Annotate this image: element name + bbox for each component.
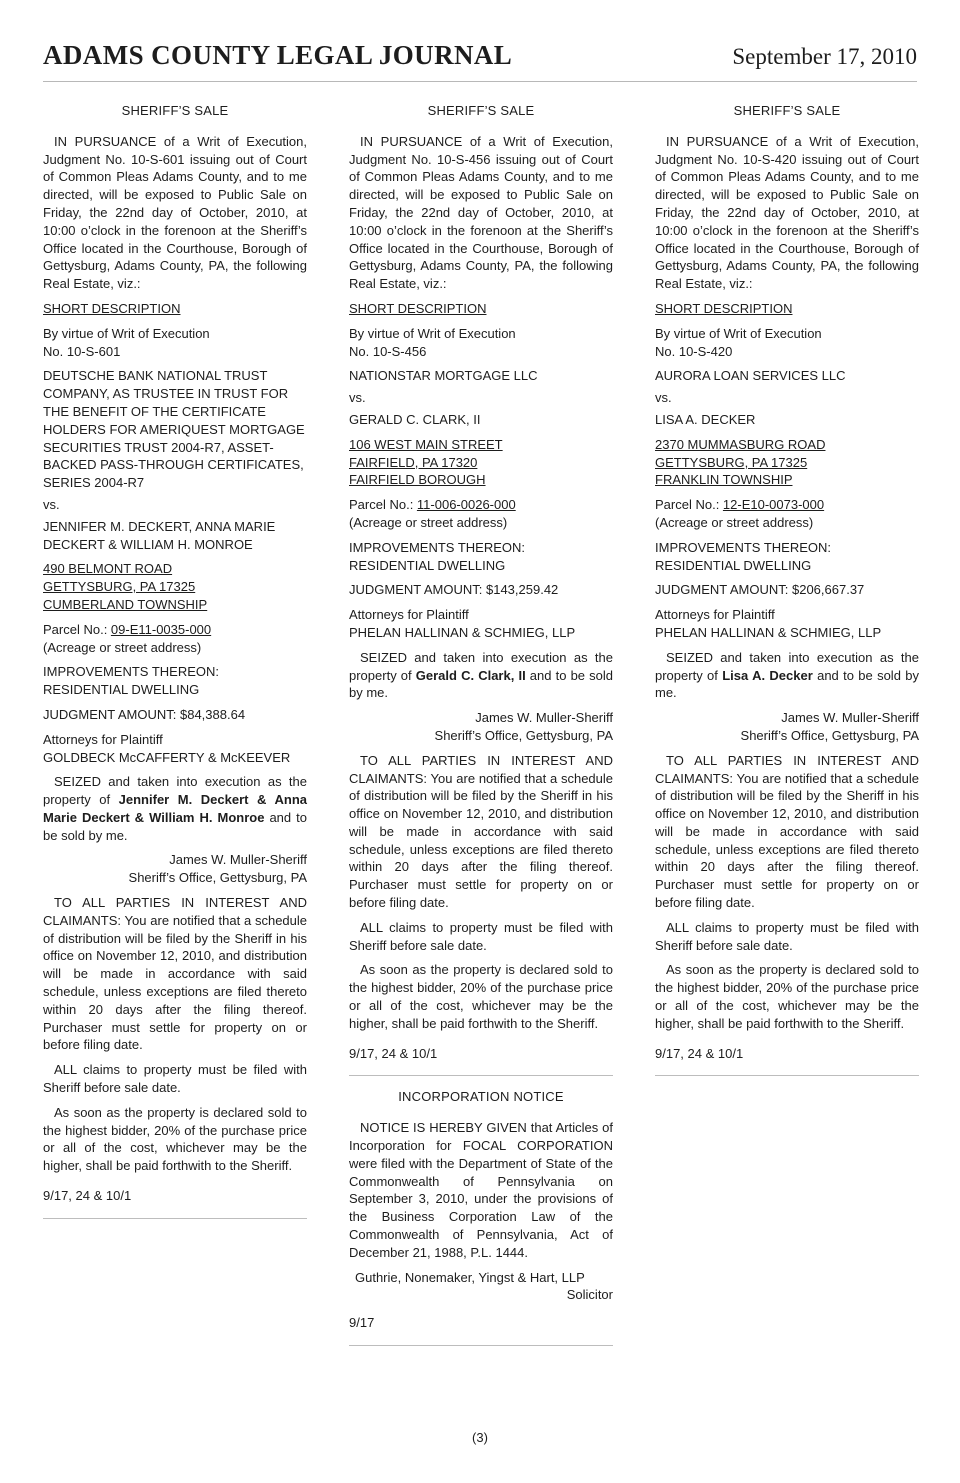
solicitor-firm: Guthrie, Nonemaker, Yingst & Hart, LLP xyxy=(355,1269,585,1285)
seized-defendant-name: Jennifer M. Deckert & Anna Marie Deckert & William H. Monroe xyxy=(43,792,307,825)
sheriff-signature-block xyxy=(349,709,613,745)
sale-terms-paragraph: As soon as the property is declared sold to the highest bidder, 20% of the purchase price or all of the cost, whichever may be the higher, shall be paid forthwith to the Sheriff. xyxy=(43,1104,307,1174)
issue-date: September 17, 2010 xyxy=(732,44,917,69)
incorporation-body: NOTICE IS HEREBY GIVEN that Articles of Incorporation for FOCAL CORPORATION were filed with the Department of State of the Commonwealth of Pennsylvania on September 3, 2010, under the provisions of the Business Corporation Law of the Commonwealth of Pennsylvania, Act of December 21, 1988, P.L. 1444. xyxy=(349,1120,613,1260)
defendant-name: GERALD C. CLARK, II xyxy=(349,411,481,427)
sale-terms-paragraph: As soon as the property is declared sold to the highest bidder, 20% of the purchase price or all of the cost, whichever may be the higher, shall be paid forthwith to the Sheriff. xyxy=(655,962,919,1031)
writ-line: By virtue of Writ of Execution xyxy=(349,325,516,341)
publication-dates: 9/17 xyxy=(349,1315,375,1331)
address-line: FAIRFIELD BOROUGH xyxy=(349,472,486,488)
notice-divider xyxy=(43,1218,307,1219)
parcel-number: 12-E10-0073-000 xyxy=(722,497,825,513)
notice-divider xyxy=(349,1345,613,1346)
writ-block xyxy=(349,325,613,361)
vs-label: vs. xyxy=(43,496,60,512)
notice-heading: SHERIFF’S SALE xyxy=(121,103,229,118)
parcel-line xyxy=(349,496,613,514)
sheriff-office: Sheriff’s Office, Gettysburg, PA xyxy=(128,870,307,886)
parcel-block xyxy=(655,496,919,532)
parcel-label: Parcel No.: xyxy=(349,497,417,513)
writ-number: No. 10-S-420 xyxy=(655,343,733,359)
sheriff-signature: James W. Muller-Sheriff xyxy=(169,852,307,868)
seized-paragraph xyxy=(43,773,307,844)
sheriffs-sale-notice xyxy=(349,102,613,1076)
plaintiff-name: NATIONSTAR MORTGAGE LLC xyxy=(349,368,538,384)
column-3 xyxy=(655,102,919,1358)
attorneys-name: GOLDBECK McCAFFERTY & McKEEVER xyxy=(43,749,291,765)
address-line: FRANKLIN TOWNSHIP xyxy=(655,472,793,488)
notice-divider xyxy=(349,1075,613,1076)
content-columns xyxy=(43,102,917,1358)
address-line: 2370 MUMMASBURG ROAD xyxy=(655,436,826,452)
writ-number: No. 10-S-601 xyxy=(43,343,121,359)
address-line: 106 WEST MAIN STREET xyxy=(349,436,503,452)
property-address xyxy=(349,436,613,489)
judgment-amount: JUDGMENT AMOUNT: $143,259.42 xyxy=(349,582,559,598)
improvements-label: IMPROVEMENTS THEREON: xyxy=(655,539,832,555)
sale-terms-paragraph: As soon as the property is declared sold to the highest bidder, 20% of the purchase price or all of the cost, whichever may be the higher, shall be paid forthwith to the Sheriff. xyxy=(349,962,613,1031)
address-line: FAIRFIELD, PA 17320 xyxy=(349,454,478,470)
column-2 xyxy=(349,102,613,1358)
attorneys-label: Attorneys for Plaintiff xyxy=(655,607,775,623)
attorneys-block xyxy=(43,731,307,767)
attorneys-label: Attorneys for Plaintiff xyxy=(43,731,163,747)
sheriff-office: Sheriff’s Office, Gettysburg, PA xyxy=(434,727,613,743)
parcel-number: 11-006-0026-000 xyxy=(416,497,516,513)
incorporation-heading: INCORPORATION NOTICE xyxy=(398,1089,564,1105)
improvements-block xyxy=(349,539,613,575)
seized-suffix: and to be sold by me. xyxy=(43,809,307,843)
masthead-rule xyxy=(43,81,917,82)
incorporation-notice xyxy=(349,1088,613,1346)
improvements-label: IMPROVEMENTS THEREON: xyxy=(43,664,220,680)
improvements-block xyxy=(655,539,919,575)
improvements-block xyxy=(43,663,307,699)
property-address xyxy=(43,560,307,613)
sheriff-office: Sheriff’s Office, Gettysburg, PA xyxy=(740,727,919,743)
address-line: 490 BELMONT ROAD xyxy=(43,561,173,577)
seized-defendant-name: Gerald C. Clark, II xyxy=(415,667,526,683)
page-number: (3) xyxy=(472,1430,488,1445)
attorneys-block xyxy=(349,606,613,642)
sheriffs-sale-notice xyxy=(655,102,919,1076)
address-line: GETTYSBURG, PA 17325 xyxy=(655,454,808,470)
claimants-paragraph: TO ALL PARTIES IN INTEREST AND CLAIMANTS: You are notified that a schedule of distribution will be filed by the Sheriff in his office on November 12, 2010, and distribution will be made in accordance with said schedule, unless exceptions are filed thereto within 20 days after the filing thereof. Purchaser must settle for property on or before filing date. xyxy=(349,752,613,911)
notice-divider xyxy=(655,1075,919,1076)
address-line: GETTYSBURG, PA 17325 xyxy=(43,579,196,595)
plaintiff-name: AURORA LOAN SERVICES LLC xyxy=(655,368,846,384)
column-1 xyxy=(43,102,307,1358)
claimants-paragraph: TO ALL PARTIES IN INTEREST AND CLAIMANTS: You are notified that a schedule of distribution will be filed by the Sheriff in his office on November 12, 2010, and distribution will be made in accordance with said schedule, unless exceptions are filed thereto within 20 days after the filing thereof. Purchaser must settle for property on or before filing date. xyxy=(43,895,307,1053)
masthead xyxy=(43,40,917,71)
seized-prefix: SEIZED and taken into execution as the property of xyxy=(43,774,307,808)
seized-suffix: and to be sold by me. xyxy=(349,667,614,701)
parcel-block xyxy=(349,496,613,532)
judgment-amount: JUDGMENT AMOUNT: $84,388.64 xyxy=(43,706,246,722)
short-description-label: SHORT DESCRIPTION xyxy=(43,300,181,316)
claims-paragraph: ALL claims to property must be filed with Sheriff before sale date. xyxy=(349,919,613,953)
seized-paragraph xyxy=(655,649,919,702)
publication-dates: 9/17, 24 & 10/1 xyxy=(655,1045,744,1061)
attorneys-label: Attorneys for Plaintiff xyxy=(349,607,469,623)
defendant-name: JENNIFER M. DECKERT, ANNA MARIE DECKERT & WILLIAM H. MONROE xyxy=(43,518,276,552)
improvements-value: RESIDENTIAL DWELLING xyxy=(349,557,506,573)
parcel-label: Parcel No.: xyxy=(655,497,723,513)
writ-number: No. 10-S-456 xyxy=(349,343,427,359)
attorneys-name: PHELAN HALLINAN & SCHMIEG, LLP xyxy=(655,624,882,640)
parcel-number: 09-E11-0035-000 xyxy=(110,621,212,637)
sheriff-signature: James W. Muller-Sheriff xyxy=(475,710,613,726)
parcel-block xyxy=(43,621,307,657)
notice-heading: SHERIFF’S SALE xyxy=(733,103,841,118)
publication-dates: 9/17, 24 & 10/1 xyxy=(43,1188,132,1204)
sheriff-signature-block xyxy=(655,709,919,745)
address-line: CUMBERLAND TOWNSHIP xyxy=(43,596,208,612)
parcel-line xyxy=(655,496,919,514)
pursuance-paragraph: IN PURSUANCE of a Writ of Execution, Judgment No. 10-S-601 issuing out of Court of Common Pleas Adams County, and to me directed, will be exposed to Public Sale on Friday, the 22nd day of October, 2010, at 10:00 o’clock in the forenoon at the Sheriff’s Office located in the Courthouse, Borough of Gettysburg, Adams County, PA, the following Real Estate, viz.: xyxy=(43,133,307,292)
claimants-paragraph: TO ALL PARTIES IN INTEREST AND CLAIMANTS: You are notified that a schedule of distribution will be filed by the Sheriff in his office on November 12, 2010, and distribution will be made in accordance with said schedule, unless exceptions are filed thereto within 20 days after the filing thereof. Purchaser must settle for property on or before filing date. xyxy=(655,752,919,911)
attorneys-name: PHELAN HALLINAN & SCHMIEG, LLP xyxy=(349,624,576,640)
judgment-amount: JUDGMENT AMOUNT: $206,667.37 xyxy=(655,582,865,598)
writ-block xyxy=(43,325,307,361)
acreage-note: (Acreage or street address) xyxy=(655,514,814,530)
seized-prefix: SEIZED and taken into execution as the property of xyxy=(349,649,613,683)
sheriff-signature-block xyxy=(43,851,307,887)
acreage-note: (Acreage or street address) xyxy=(43,639,202,655)
publication-dates: 9/17, 24 & 10/1 xyxy=(349,1045,438,1061)
parcel-line xyxy=(43,621,307,639)
sheriff-signature: James W. Muller-Sheriff xyxy=(781,710,919,726)
vs-label: vs. xyxy=(655,390,672,406)
improvements-label: IMPROVEMENTS THEREON: xyxy=(349,539,526,555)
parcel-label: Parcel No.: xyxy=(43,621,111,637)
notice-heading: SHERIFF’S SALE xyxy=(427,103,535,118)
claims-paragraph: ALL claims to property must be filed with Sheriff before sale date. xyxy=(655,919,919,953)
journal-title: ADAMS COUNTY LEGAL JOURNAL xyxy=(43,40,513,70)
seized-defendant-name: Lisa A. Decker xyxy=(722,667,813,683)
improvements-value: RESIDENTIAL DWELLING xyxy=(655,557,812,573)
property-address xyxy=(655,436,919,489)
writ-block xyxy=(655,325,919,361)
writ-line: By virtue of Writ of Execution xyxy=(655,325,822,341)
vs-label: vs. xyxy=(349,390,366,406)
plaintiff-name: DEUTSCHE BANK NATIONAL TRUST COMPANY, AS TRUSTEE IN TRUST FOR THE BENEFIT OF THE CERTIFICATE HOLDERS FOR AMERIQUEST MORTGAGE SECURITIES TRUST 2004-R7, ASSET-BACKED PASS-THROUGH CERTIFICATES, SERIES 2004-R7 xyxy=(43,368,305,491)
seized-paragraph xyxy=(349,649,613,702)
sheriffs-sale-notice xyxy=(43,102,307,1219)
attorneys-block xyxy=(655,606,919,642)
seized-suffix: and to be sold by me. xyxy=(655,667,919,701)
improvements-value: RESIDENTIAL DWELLING xyxy=(43,682,200,698)
writ-line: By virtue of Writ of Execution xyxy=(43,325,210,341)
solicitor-label: Solicitor xyxy=(566,1287,613,1303)
claims-paragraph: ALL claims to property must be filed with Sheriff before sale date. xyxy=(43,1062,307,1096)
short-description-label: SHORT DESCRIPTION xyxy=(655,300,793,316)
seized-prefix: SEIZED and taken into execution as the property of xyxy=(655,649,919,683)
defendant-name: LISA A. DECKER xyxy=(655,411,756,427)
short-description-label: SHORT DESCRIPTION xyxy=(349,300,487,316)
pursuance-paragraph: IN PURSUANCE of a Writ of Execution, Judgment No. 10-S-456 issuing out of Court of Common Pleas Adams County, and to me directed, will be exposed to Public Sale on Friday, the 22nd day of October, 2010, at 10:00 o’clock in the forenoon at the Sheriff’s Office located in the Courthouse, Borough of Gettysburg, Adams County, PA, the following Real Estate, viz.: xyxy=(349,133,613,292)
pursuance-paragraph: IN PURSUANCE of a Writ of Execution, Judgment No. 10-S-420 issuing out of Court of Common Pleas Adams County, and to me directed, will be exposed to Public Sale on Friday, the 22nd day of October, 2010, at 10:00 o’clock in the forenoon at the Sheriff’s Office located in the Courthouse, Borough of Gettysburg, Adams County, PA, the following Real Estate, viz.: xyxy=(655,133,919,292)
acreage-note: (Acreage or street address) xyxy=(349,514,508,530)
